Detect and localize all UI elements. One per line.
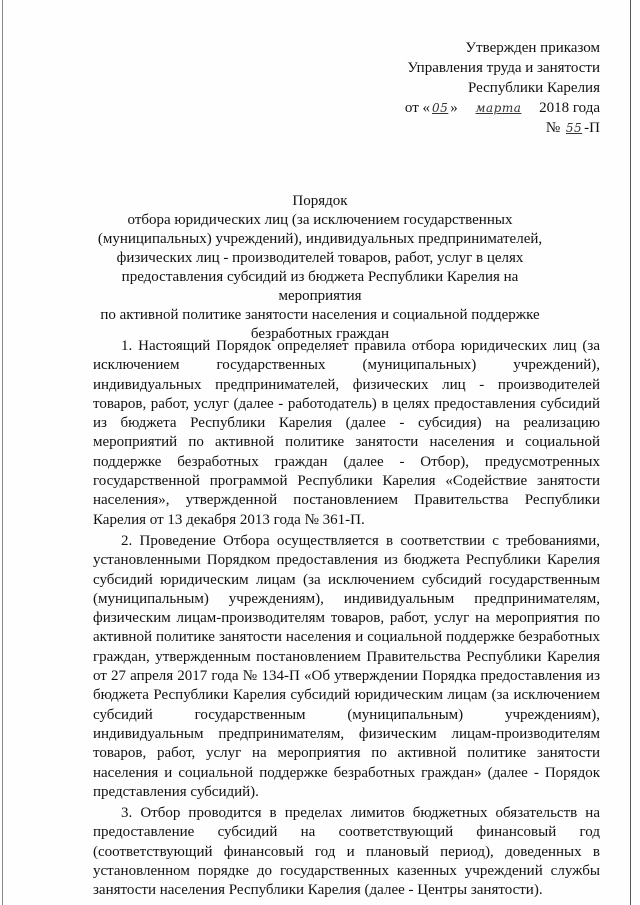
approval-date-line (405, 98, 600, 118)
title-line: отбора юридических лиц (за исключением государственных (127, 212, 513, 228)
paragraph-3: 3. Отбор проводится в пределах лимитов бюджетных обязательств на предоставление субсидий на соответствующий финансовый год (соответствующий финансовый год и плановый период), доведенных в установленном порядке до государственных казенных учреждений службы занятости населения Республики Карелия (далее - Центры занятости). (93, 805, 600, 899)
title-line: по активной политике занятости населения и социальной поддержке (100, 307, 540, 323)
title-line: физических лиц - производителей товаров, работ, услуг в целях (116, 250, 524, 266)
document-heading: Порядок (292, 193, 348, 209)
approval-line-2: Управления труда и занятости (407, 60, 600, 76)
document-body (93, 337, 600, 903)
number-handwritten: 55 (565, 121, 583, 135)
number-suffix: -П (584, 120, 600, 136)
approval-stamp-block (405, 38, 600, 138)
date-prefix: от « (404, 100, 430, 116)
paragraph-2: 2. Проведение Отбора осуществляется в соответствии с требованиями, установленными Порядком предоставления из бюджета Республики Карелия субсидий юридическим лицам (за исключением субсидий государственным (муниципальным) учреждениям), индивидуальным предпринимателям, физическим лицам-производителям товаров, работ, услуг на мероприятия по активной политике занятости населения и социальной поддержке безработных граждан, утвержденным постановлением Правительства Республики Карелия от 27 апреля 2017 года № 134-П «Об утверждении Порядка предоставления из бюджета Республики Карелия субсидий юридическим лицам (за исключением субсидий государственным (муниципальным) учреждениям), индивидуальным предпринимателям, физическим лицам-производителям товаров, работ, услуг на мероприятия по активной политике занятости населения и социальной поддержке безработных граждан» (далее - Порядок представления субсидий). (93, 532, 600, 800)
title-line: безработных граждан (250, 326, 390, 342)
approval-line-1: Утвержден приказом (465, 40, 600, 56)
number-prefix: № (545, 120, 561, 136)
document-title-block (80, 192, 560, 344)
title-line: (муниципальных) учреждений), индивидуальных предпринимателей, (97, 231, 543, 247)
title-line: предоставления субсидий из бюджета Республики Карелия на мероприятия (121, 269, 519, 304)
date-suffix: 2018 года (539, 100, 600, 116)
date-day-handwritten: 05 (432, 101, 449, 115)
date-mid: » (450, 100, 458, 116)
approval-line-3: Республики Карелия (467, 80, 600, 96)
approval-number-line (405, 118, 600, 138)
scan-edge-left (2, 0, 3, 905)
date-month-handwritten: марта (475, 101, 522, 115)
paragraph-1: 1. Настоящий Порядок определяет правила отбора юридических лиц (за исключением государственных (муниципальных) учреждений), индивидуальных предпринимателей, физических лиц - производителей товаров, работ, услуг (далее - работодатель) в целях предоставления субсидий из бюджета Республики Карелия (далее - субсидия) на реализацию мероприятий по активной политике занятости населения и социальной поддержке безработных граждан (далее - Отбор), предусмотренных государственной программой Республики Карелия «Содействие занятости населения», утвержденной постановлением Правительства Республики Карелия от 13 декабря 2013 года № 361-П. (93, 338, 600, 528)
scan-edge-right (630, 0, 631, 905)
